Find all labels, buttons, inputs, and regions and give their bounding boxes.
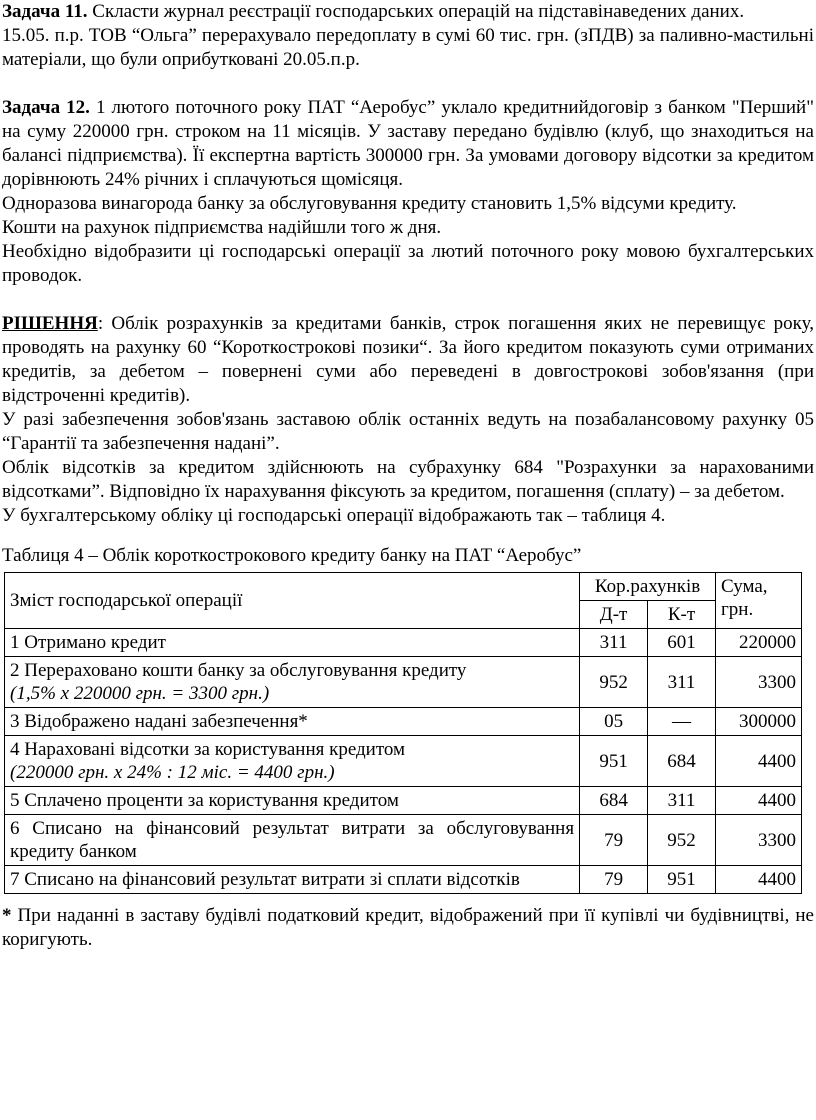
row-text-cell [5,736,580,787]
row-text: 5 Сплачено проценти за користування кредитом [5,787,580,815]
table-row [5,708,802,736]
task11-details: 15.05. п.р. ТОВ “Ольга” перерахувало передоплату в сумі 60 тис. грн. (зПДВ) за паливно-мастильні матеріали, що були оприбутковані 20.05.п.р. [2,25,814,70]
row-text: 3 Відображено надані забезпечення* [5,708,580,736]
row-amount: 3300 [716,657,802,708]
row-amount: 4400 [716,866,802,894]
row-credit: 311 [648,657,716,708]
row-text: 4 Нараховані відсотки за користування кредитом [10,739,406,760]
table-row [5,787,802,815]
solution-collateral: У разі забезпечення зобов'язань заставою облік останніх ведуть на позабалансовому рахунку 05 “Гарантії та забезпечення надані”. [2,409,814,454]
row-debit: 311 [580,629,648,657]
row-text: 1 Отримано кредит [5,629,580,657]
row-credit: 951 [648,866,716,894]
header-debit: Д-т [580,601,648,629]
solution-title: РІШЕННЯ [2,313,98,334]
row-debit: 79 [580,866,648,894]
row-debit: 79 [580,815,648,866]
row-amount: 3300 [716,815,802,866]
task11-paragraph [2,0,814,24]
row-debit: 951 [580,736,648,787]
header-accounts: Кор.рахунків [580,573,716,601]
footnote-mark: * [2,905,12,926]
row-note: (1,5% x 220000 грн. = 3300 грн.) [10,683,270,704]
row-credit: 601 [648,629,716,657]
row-amount: 4400 [716,736,802,787]
task11-title: Задача 11. [2,1,88,22]
row-credit: 311 [648,787,716,815]
task11-text: Скласти журнал реєстрації господарських операцій на підставінаведених даних. [87,1,745,22]
table-row [5,866,802,894]
row-credit: 684 [648,736,716,787]
task12-fee: Одноразова винагорода банку за обслуговування кредиту становить 1,5% відсуми кредиту. [2,193,737,214]
table-row [5,629,802,657]
row-debit: 05 [580,708,648,736]
header-amount: Сума, грн. [716,573,802,629]
solution-text: : Облік розрахунків за кредитами банків, строк погашення яких не перевищує року, проводять на рахунку 60 “Короткострокові позики“. За його кредитом показують суми отриманих кредитів, за дебетом – повернені суми або переведені в довгострокові зобов'язання (при відстроченні кредитів). [2,313,814,406]
header-credit: К-т [648,601,716,629]
task12-title: Задача 12. [2,97,90,118]
row-text-cell [5,657,580,708]
table-row [5,815,802,866]
footnote-text: При наданні в заставу будівлі податковий кредит, відображений при її купівлі чи будівництві, не коригують. [2,905,814,950]
solution-summary: У бухгалтерському обліку ці господарські операції відображають так – таблиця 4. [2,505,666,526]
row-amount: 4400 [716,787,802,815]
table-caption: Таблиця 4 – Облік короткострокового кредиту банку на ПАТ “Аеробус” [2,545,582,566]
operations-table [4,572,802,894]
row-debit: 952 [580,657,648,708]
table-row [5,657,802,708]
header-content: Зміст господарської операції [5,573,580,629]
row-credit: — [648,708,716,736]
footnote [2,904,814,952]
row-note: (220000 грн. x 24% : 12 міс. = 4400 грн.) [10,762,335,783]
task12-funds: Кошти на рахунок підприємства надійшли того ж дня. [2,217,442,238]
task12-paragraph [2,96,814,192]
row-amount: 300000 [716,708,802,736]
row-credit: 952 [648,815,716,866]
row-text: 2 Перераховано кошти банку за обслуговування кредиту [10,660,467,681]
solution-paragraph [2,312,814,408]
table-row [5,736,802,787]
solution-interest: Облік відсотків за кредитом здійснюють на субрахунку 684 "Розрахунки за нарахованими відсотками”. Відповідно їх нарахування фіксують за кредитом, погашення (сплату) – за дебетом. [2,457,814,502]
task12-requirement: Необхідно відобразити ці господарські операції за лютий поточного року мовою бухгалтерських проводок. [2,241,814,286]
row-amount: 220000 [716,629,802,657]
task12-text: 1 лютого поточного року ПАТ “Аеробус” уклало кредитнийдоговір з банком "Перший" на суму 220000 грн. строком на 11 місяців. У заставу передано будівлю (клуб, що знаходиться на балансі підприємства). Її експертна вартість 300000 грн. За умовами договору відсотки за кредитом дорівнюють 24% річних і сплачуються щомісяця. [2,97,814,190]
table-header-row [5,573,802,601]
row-debit: 684 [580,787,648,815]
row-text: 6 Списано на фінансовий результат витрати за обслуговування кредиту банком [5,815,580,866]
row-text: 7 Списано на фінансовий результат витрати зі сплати відсотків [5,866,580,894]
